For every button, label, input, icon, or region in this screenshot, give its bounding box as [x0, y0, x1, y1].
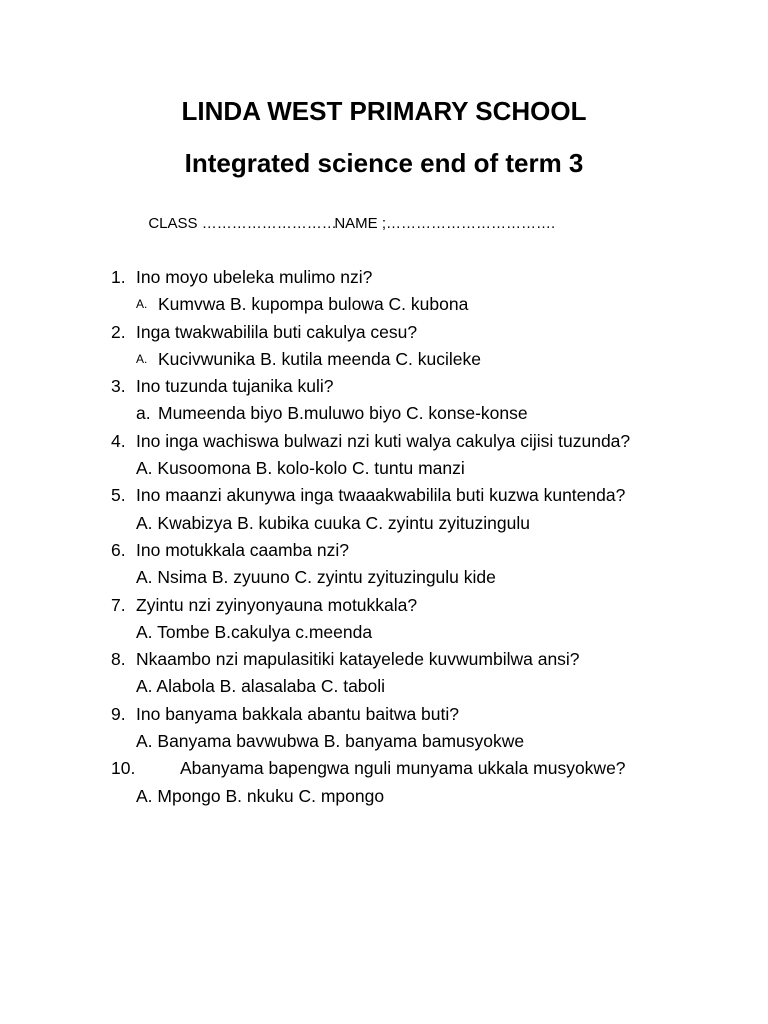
question-item [0, 592, 768, 619]
options-text: A. Alabola B. alasalaba C. taboli [136, 676, 386, 697]
question-number: 6. [111, 539, 126, 560]
question-number: 5. [111, 485, 126, 506]
question-item [0, 428, 768, 455]
question-number: 4. [111, 430, 126, 451]
name-field-label: NAME ;……………………………. [334, 215, 556, 232]
class-field-label: CLASS ……………………… [148, 215, 337, 232]
question-text: Abanyama bapengwa nguli munyama ukkala musyokwe? [180, 758, 626, 779]
question-item [0, 373, 768, 400]
question-number: 9. [111, 703, 126, 724]
exam-title: Integrated science end of term 3 [184, 148, 584, 178]
answer-options [0, 673, 768, 700]
question-text: Inga twakwabilila buti cakulya cesu? [136, 321, 418, 342]
answer-options [0, 510, 768, 537]
question-item [0, 701, 768, 728]
answer-options [0, 291, 768, 318]
question-text: Ino moyo ubeleka mulimo nzi? [136, 267, 373, 287]
options-text: A. Mpongo B. nkuku C. mpongo [136, 785, 385, 806]
options-text: A. Banyama bavwubwa B. banyama bamusyokwe [136, 731, 525, 752]
question-item [0, 482, 768, 509]
options-text: A. Kwabizya B. kubika cuuka C. zyintu zyituzingulu [136, 512, 530, 533]
answer-options [0, 728, 768, 755]
question-text: Ino maanzi akunywa inga twaaakwabilila buti kuzwa kuntenda? [136, 485, 626, 506]
question-text: Zyintu nzi zyinyonyauna motukkala? [136, 594, 418, 615]
question-text: Ino motukkala caamba nzi? [136, 539, 350, 560]
options-text: Mumeenda biyo B.muluwo biyo C. konse-konse [158, 403, 528, 424]
option-marker: A. [136, 351, 148, 366]
options-text: Kumvwa B. kupompa bulowa C. kubona [158, 294, 469, 315]
question-item [0, 537, 768, 564]
question-number: 2. [111, 321, 126, 342]
question-item [0, 264, 768, 291]
question-number: 8. [111, 649, 126, 670]
options-text: A. Nsima B. zyuuno C. zyintu zyituzingulu kide [136, 567, 496, 588]
answer-options [0, 783, 768, 810]
options-text: A. Kusoomona B. kolo-kolo C. tuntu manzi [136, 458, 465, 479]
question-text: Ino banyama bakkala abantu baitwa buti? [136, 703, 460, 724]
option-marker: A. [136, 297, 148, 312]
answer-options [0, 619, 768, 646]
question-number: 7. [111, 594, 126, 615]
answer-options [0, 455, 768, 482]
answer-options [0, 346, 768, 373]
answer-options [0, 400, 768, 427]
school-name: LINDA WEST PRIMARY SCHOOL [181, 96, 587, 126]
question-number: 3. [111, 376, 126, 397]
question-text: Ino inga wachiswa bulwazi nzi kuti walya cakulya cijisi tuzunda? [136, 430, 631, 451]
question-item [0, 646, 768, 673]
student-info-line [140, 198, 555, 232]
question-number: 10. [111, 758, 136, 779]
options-text: Kucivwunika B. kutila meenda C. kucileke [158, 348, 481, 369]
question-text: Ino tuzunda tujanika kuli? [136, 376, 334, 397]
question-item [0, 755, 768, 782]
question-text: Nkaambo nzi mapulasitiki katayelede kuvwumbilwa ansi? [136, 649, 580, 670]
option-marker: a. [136, 403, 151, 424]
question-list [0, 264, 768, 810]
question-number: 1. [111, 267, 126, 287]
answer-options [0, 564, 768, 591]
question-item [0, 319, 768, 346]
options-text: A. Tombe B.cakulya c.meenda [136, 621, 373, 642]
